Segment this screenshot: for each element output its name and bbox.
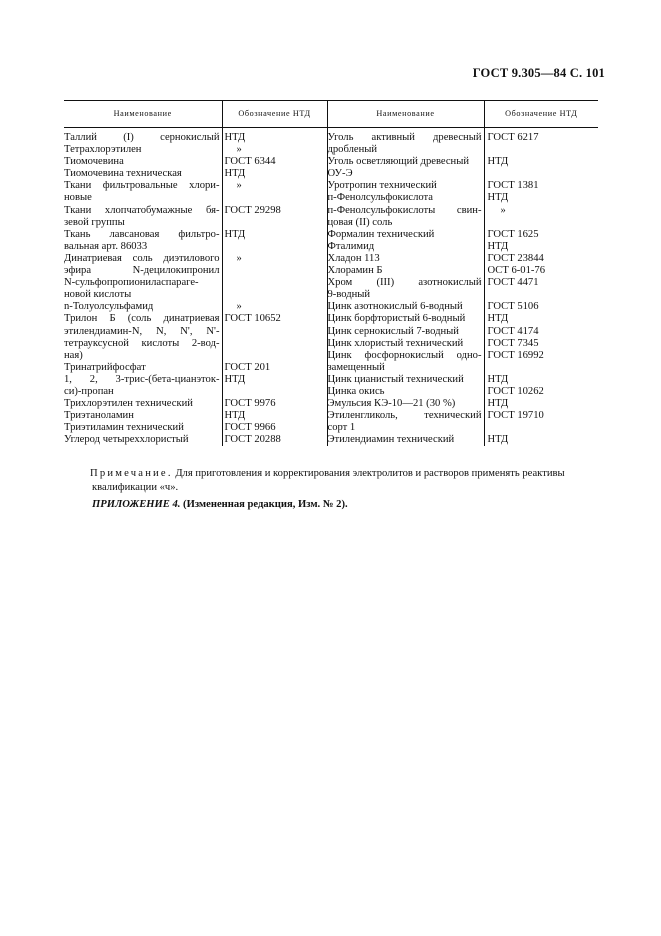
- cell-name: цовая (II) соль: [327, 217, 484, 229]
- cell-name: Тиомочевина: [64, 156, 124, 168]
- appendix-line: [92, 499, 348, 510]
- table-body: [64, 128, 598, 447]
- cell-ntd: ГОСТ 23844: [484, 253, 598, 265]
- cell-name: Ткань лавсановая фильтро-: [64, 228, 220, 240]
- cell-name: Трилон Б (соль динатриевая: [64, 313, 220, 325]
- cell-ntd: [222, 386, 327, 398]
- cell-ntd: ГОСТ 201: [222, 362, 327, 374]
- cell-name: Уголь осветляющий древесный: [327, 156, 484, 168]
- cell-ntd: [484, 168, 598, 180]
- appendix-label: ПРИЛОЖЕНИЕ 4.: [92, 499, 181, 510]
- appendix-text: (Измененная редакция, Изм. № 2).: [180, 499, 348, 510]
- cell-ntd: ОСТ 6-01-76: [484, 265, 598, 277]
- note-label: Примечание.: [90, 468, 173, 479]
- cell-ntd: [222, 277, 327, 289]
- table-row: [64, 217, 598, 229]
- cell-name: Тиомочевина техническая: [64, 168, 182, 180]
- cell-ntd: [484, 217, 598, 229]
- cell-ntd: [222, 338, 327, 350]
- note-text: Для приготовления и корректирования электролитов и растворов применять реактивы: [172, 468, 565, 479]
- cell-name: Трихлорэтилен технический: [64, 398, 193, 410]
- cell-name: Динатриевая соль диэтилового: [64, 252, 220, 264]
- cell-name: этилендиамин-N, N, N', N'-: [64, 325, 220, 337]
- cell-name: Этилендиамин технический: [327, 434, 484, 446]
- cell-name: Цинк сернокислый 7-водный: [327, 326, 484, 338]
- cell-ntd: [484, 289, 598, 301]
- column-header-name-left: Наименование: [64, 101, 222, 128]
- cell-ntd: [222, 241, 327, 253]
- cell-name: Триэтаноламин: [64, 410, 134, 422]
- cell-ntd: ГОСТ 5106: [484, 301, 598, 313]
- cell-ntd: [222, 350, 327, 362]
- cell-name: Триэтиламин технический: [64, 422, 184, 434]
- cell-name: Уротропин технический: [327, 180, 484, 192]
- cell-name: Цинка окись: [327, 386, 484, 398]
- table-row: [64, 229, 598, 241]
- cell-name: Цинк фосфорнокислый одно-: [327, 350, 484, 362]
- table-row: [64, 205, 598, 217]
- cell-ntd: ГОСТ 9976: [222, 398, 327, 410]
- table-row: [64, 301, 598, 313]
- cell-name: N-сульфопропионилаcпараге-: [64, 277, 199, 289]
- cell-name: ная): [64, 349, 83, 361]
- cell-ntd: НТД: [484, 241, 598, 253]
- reagents-table: [64, 100, 598, 446]
- cell-name: п-Фенолсульфокислоты свин-: [327, 205, 484, 217]
- table-row: [64, 128, 598, 145]
- cell-name: зевой группы: [64, 216, 125, 228]
- cell-ntd: НТД: [484, 313, 598, 325]
- cell-ntd: ГОСТ 6217: [484, 128, 598, 145]
- cell-ntd: ГОСТ 1381: [484, 180, 598, 192]
- cell-ntd: ГОСТ 20288: [222, 434, 327, 446]
- cell-ntd: [222, 289, 327, 301]
- note-paragraph: [64, 467, 598, 494]
- cell-name: тетрауксусной кислоты 2-вод-: [64, 337, 220, 349]
- cell-ntd: НТД: [222, 410, 327, 422]
- cell-name: Цинк азотнокислый 6-водный: [327, 301, 484, 313]
- cell-ntd: »: [484, 205, 598, 217]
- cell-ntd: ГОСТ 7345: [484, 338, 598, 350]
- table-row: [64, 253, 598, 265]
- table-row: [64, 144, 598, 156]
- cell-ntd: ГОСТ 4174: [484, 326, 598, 338]
- column-header-name-right: Наименование: [327, 101, 484, 128]
- table-row: [64, 422, 598, 434]
- cell-name: Фталимид: [327, 241, 484, 253]
- cell-ntd: »: [222, 301, 327, 313]
- cell-name: Тетрахлорэтилен: [64, 144, 142, 156]
- cell-ntd: ГОСТ 6344: [222, 156, 327, 168]
- table-row: [64, 192, 598, 204]
- table-row: [64, 168, 598, 180]
- cell-ntd: ГОСТ 29298: [222, 205, 327, 217]
- table-row: [64, 398, 598, 410]
- cell-name: Таллий (I) сернокислый: [64, 132, 220, 143]
- cell-ntd: НТД: [484, 434, 598, 446]
- cell-ntd: НТД: [222, 374, 327, 386]
- table-row: [64, 410, 598, 422]
- cell-ntd: НТД: [222, 168, 327, 180]
- cell-name: Формалин технический: [327, 229, 484, 241]
- table-row: [64, 350, 598, 362]
- cell-ntd: »: [222, 180, 327, 192]
- cell-name: замещенный: [327, 362, 484, 374]
- cell-ntd: НТД: [484, 398, 598, 410]
- cell-ntd: ГОСТ 4471: [484, 277, 598, 289]
- cell-ntd: [222, 217, 327, 229]
- table-header-row: [64, 101, 598, 128]
- cell-name: сорт 1: [327, 422, 484, 434]
- cell-ntd: [222, 192, 327, 204]
- cell-name: новой кислоты: [64, 289, 132, 301]
- table-row: [64, 241, 598, 253]
- cell-ntd: ГОСТ 10262: [484, 386, 598, 398]
- note-continuation: квалификации «ч».: [92, 481, 179, 493]
- cell-name: n-Толуолсульфамид: [64, 301, 154, 313]
- cell-name: Углерод четыреххлористый: [64, 434, 189, 446]
- cell-name: Уголь активный древесный: [327, 128, 484, 145]
- cell-name: дробленый: [327, 144, 484, 156]
- cell-ntd: [484, 144, 598, 156]
- cell-name: 9-водный: [327, 289, 484, 301]
- cell-name: си)-пропан: [64, 385, 114, 397]
- cell-ntd: ГОСТ 1625: [484, 229, 598, 241]
- cell-name: ОУ-Э: [327, 168, 484, 180]
- table-row: [64, 180, 598, 192]
- cell-ntd: [222, 326, 327, 338]
- cell-ntd: [484, 422, 598, 434]
- cell-ntd: НТД: [222, 229, 327, 241]
- cell-name: Ткани хлопчатобумажные бя-: [64, 204, 220, 216]
- table-row: [64, 386, 598, 398]
- cell-ntd: НТД: [484, 156, 598, 168]
- cell-name: Хром (III) азотнокислый: [327, 277, 484, 289]
- cell-name: Хлорамин Б: [327, 265, 484, 277]
- table-row: [64, 265, 598, 277]
- table-row: [64, 326, 598, 338]
- cell-ntd: ГОСТ 19710: [484, 410, 598, 422]
- cell-name: Этиленгликоль, технический: [327, 410, 484, 422]
- cell-ntd: ГОСТ 10652: [222, 313, 327, 325]
- table-row: [64, 156, 598, 168]
- cell-ntd: ГОСТ 9966: [222, 422, 327, 434]
- column-header-ntd-right: Обозначение НТД: [484, 101, 598, 128]
- cell-name: Ткани фильтровальные хлори-: [64, 180, 220, 192]
- cell-name: Цинк хлористый технический: [327, 338, 484, 350]
- cell-name: вальная арт. 86033: [64, 240, 148, 252]
- cell-ntd: НТД: [484, 192, 598, 204]
- cell-ntd: [222, 265, 327, 277]
- cell-ntd: НТД: [222, 128, 327, 145]
- cell-ntd: НТД: [484, 374, 598, 386]
- cell-name: Цинк борфтористый 6-водный: [327, 313, 484, 325]
- cell-ntd: ГОСТ 16992: [484, 350, 598, 362]
- table-row: [64, 434, 598, 446]
- cell-ntd: »: [222, 253, 327, 265]
- cell-name: Хладон 113: [327, 253, 484, 265]
- cell-ntd: [484, 362, 598, 374]
- cell-name: 1, 2, 3-трис-(бета-цианэток-: [64, 373, 220, 385]
- cell-ntd: »: [222, 144, 327, 156]
- column-header-ntd-left: Обозначение НТД: [222, 101, 327, 128]
- table-row: [64, 338, 598, 350]
- cell-name: эфира N-децилокипронил: [64, 265, 220, 277]
- table-row: [64, 277, 598, 289]
- table-row: [64, 374, 598, 386]
- cell-name: Цинк цианистый технический: [327, 374, 484, 386]
- table-row: [64, 289, 598, 301]
- page-header: ГОСТ 9.305—84 С. 101: [472, 66, 605, 80]
- cell-name: новые: [64, 192, 92, 204]
- cell-name: Эмульсия КЭ-10—21 (30 %): [327, 398, 484, 410]
- table-row: [64, 313, 598, 325]
- cell-name: п-Фенолсульфокислота: [327, 192, 484, 204]
- cell-name: Тринатрийфосфат: [64, 361, 146, 373]
- table-row: [64, 362, 598, 374]
